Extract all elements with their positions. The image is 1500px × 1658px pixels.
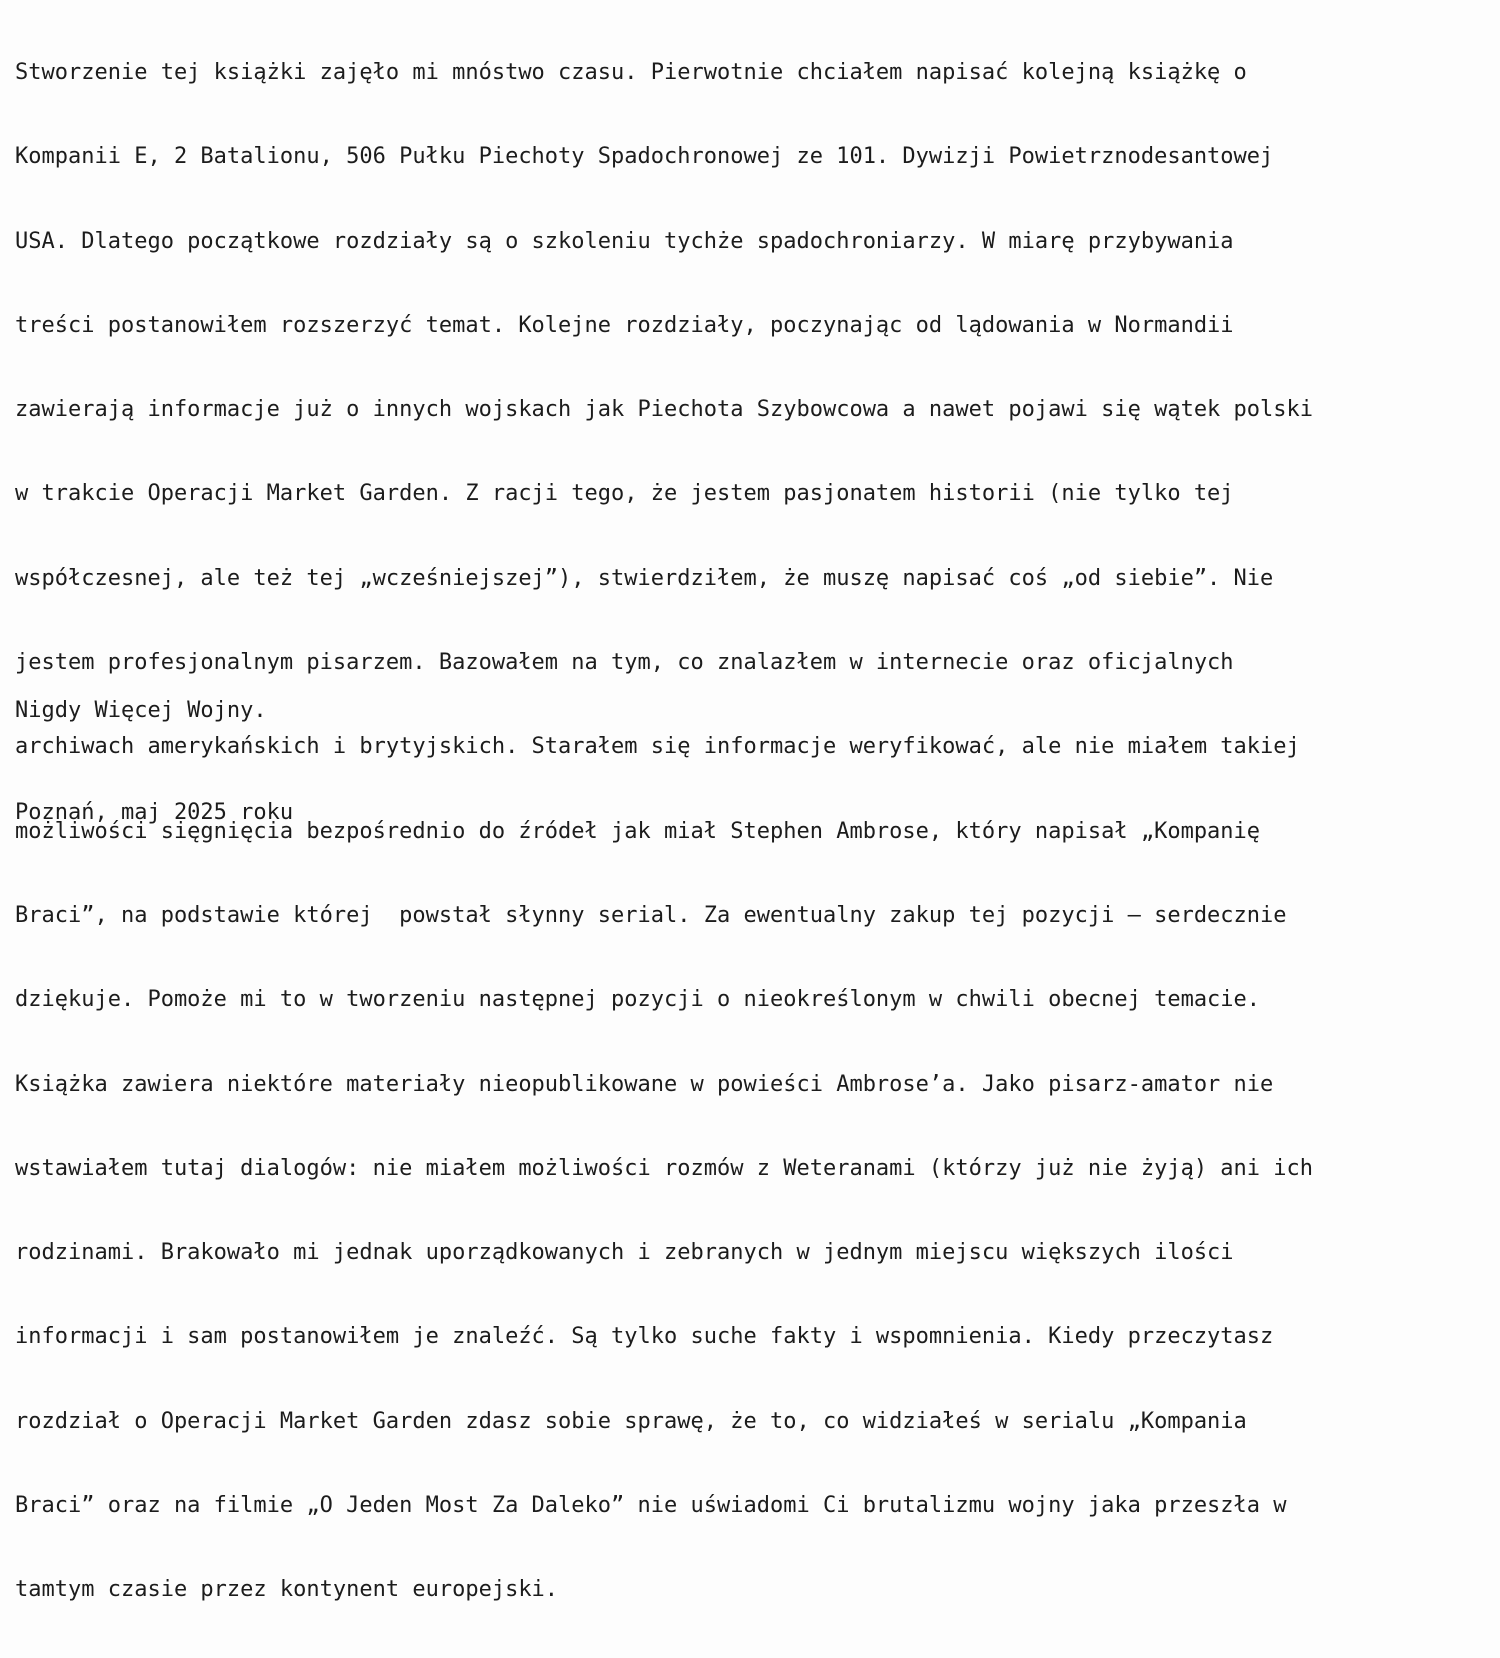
paragraph-line: dziękuje. Pomoże mi to w tworzeniu następnej pozycji o nieokreślonym w chwili obecnej temacie.	[15, 987, 1261, 1013]
paragraph-line: Braci”, na podstawie której powstał słynny serial. Za ewentualny zakup tej pozycji – serdecznie	[15, 902, 1287, 928]
paragraph-line: archiwach amerykańskich i brytyjskich. Starałem się informacje weryfikować, ale nie miałem takiej	[15, 734, 1300, 760]
paragraph-line: rozdział o Operacji Market Garden zdasz sobie sprawę, że to, co widziałeś w serialu „Kompania	[15, 1408, 1247, 1434]
body-paragraph	[15, 6, 1500, 1658]
paragraph-line: Braci” oraz na filmie „O Jeden Most Za Daleko” nie uświadomi Ci brutalizmu wojny jaka przeszła w	[15, 1493, 1287, 1519]
paragraph-line: Książka zawiera niektóre materiały nieopublikowane w powieści Ambrose’a. Jako pisarz-amator nie	[15, 1071, 1274, 1097]
paragraph-line: zawierają informacje już o innych wojskach jak Piechota Szybowcowa a nawet pojawi się wątek polski	[15, 397, 1314, 423]
paragraph-line: jestem profesjonalnym pisarzem. Bazowałem na tym, co znalazłem w internecie oraz oficjalnych	[15, 650, 1234, 676]
paragraph-line: Kompanii E, 2 Batalionu, 506 Pułku Piechoty Spadochronowej ze 101. Dywizji Powietrznodesantowej	[15, 144, 1274, 170]
paragraph-line: możliwości sięgnięcia bezpośrednio do źródeł jak miał Stephen Ambrose, który napisał „Kompanię	[15, 818, 1261, 844]
paragraph-line: tamtym czasie przez kontynent europejski.	[15, 1577, 559, 1603]
paragraph-line: Stworzenie tej książki zajęło mi mnóstwo czasu. Pierwotnie chciałem napisać kolejną książkę o	[15, 60, 1247, 85]
paragraph-line: informacji i sam postanowiłem je znaleźć. Są tylko suche fakty i wspomnienia. Kiedy przeczytasz	[15, 1324, 1274, 1350]
place-date-signature: Poznań, maj 2025 roku	[15, 800, 294, 825]
paragraph-line: USA. Dlatego początkowe rozdziały są o szkoleniu tychże spadochroniarzy. W miarę przybywania	[15, 228, 1234, 254]
paragraph-line: współczesnej, ale też tej „wcześniejszej”), stwierdziłem, że muszę napisać coś „od siebie”. Nie	[15, 565, 1274, 591]
paragraph-line: w trakcie Operacji Market Garden. Z racji tego, że jestem pasjonatem historii (nie tylko tej	[15, 481, 1234, 507]
paragraph-line: treści postanowiłem rozszerzyć temat. Kolejne rozdziały, poczynając od lądowania w Normandii	[15, 312, 1234, 338]
paragraph-line: wstawiałem tutaj dialogów: nie miałem możliwości rozmów z Weteranami (którzy już nie żyją) ani ich	[15, 1155, 1314, 1181]
closing-statement: Nigdy Więcej Wojny.	[15, 698, 267, 723]
paragraph-line: rodzinami. Brakowało mi jednak uporządkowanych i zebranych w jednym miejscu większych ilości	[15, 1240, 1234, 1266]
